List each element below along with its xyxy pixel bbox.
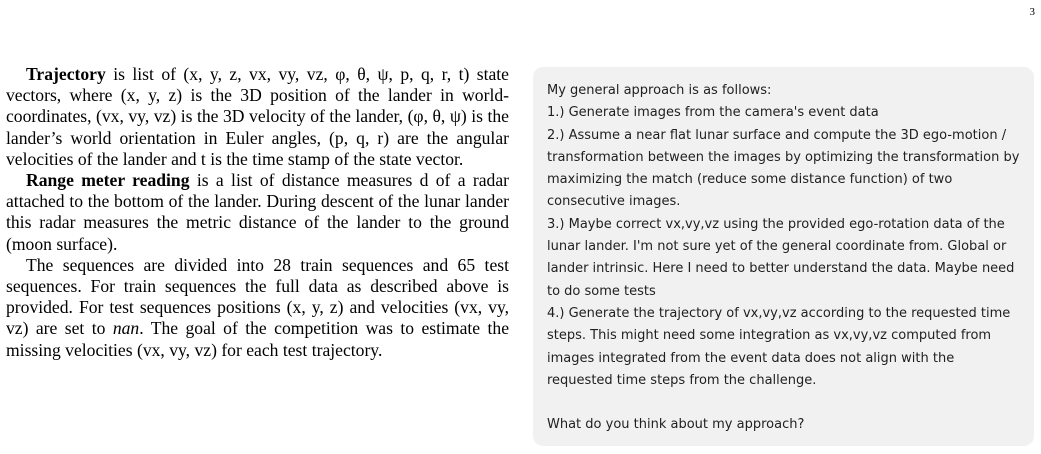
chat-step-1: 1.) Generate images from the camera's event data [547, 105, 879, 121]
trajectory-term: Trajectory [26, 64, 106, 84]
chat-question: What do you think about my approach? [547, 417, 805, 433]
nan-term: nan [112, 318, 140, 339]
range-meter-definition: is a list of distance measures d of a radar attached to the bottom of the lander. During descent of the lunar lander this radar measures the metric distance of the lander to the ground (moon surface). [6, 170, 509, 254]
sequences-text-end: . The goal of the competition was to estimate the missing velocities (vx, vy, vz) for each test trajectory. [6, 318, 510, 360]
paper-text-column [6, 64, 509, 361]
sequences-paragraph [6, 255, 509, 361]
page-number: 3 [1029, 6, 1035, 18]
range-meter-paragraph [6, 170, 509, 255]
range-meter-term: Range meter reading [26, 170, 190, 191]
chat-intro: My general approach is as follows: [547, 83, 772, 98]
chat-message-bubble [533, 67, 1034, 446]
sequences-text-start: The sequences are divided into 28 train sequences and 65 test sequences. For train sequences the full data as described above is provided. For test sequences positions (x, y, z) and velocities (vx, vy, vz) are set to [6, 254, 509, 339]
trajectory-paragraph [6, 64, 509, 170]
chat-step-4: 4.) Generate the trajectory of vx,vy,vz according to the requested time steps. This might need some integration as vx,vy,vz computed from images integrated from the event data does not align with the requested time steps from the challenge. [547, 305, 1011, 388]
chat-step-3: 3.) Maybe correct vx,vy,vz using the provided ego-rotation data of the lunar lander. I'm not sure yet of the general coordinate from. Global or lander intrinsic. Here I need to better understand the data. Maybe need to do some tests [547, 216, 1015, 299]
chat-step-2: 2.) Assume a near flat lunar surface and compute the 3D ego-motion / transformation between the images by optimizing the transformation by maximizing the match (reduce some distance function) of two consecutive images. [547, 127, 1020, 210]
chat-spacer [547, 392, 1020, 414]
trajectory-definition: is list of (x, y, z, vx, vy, vz, φ, θ, ψ, p, q, r, t) state vectors, where (x, y, z) is the 3D position of the lander in world-coordinates, (vx, vy, vz) is the 3D velocity of the lander, (φ, θ, ψ) is the lander’s world orientation in Euler angles, (p, q, r) are the angular velocities of the lander and t is the time stamp of the state vector. [6, 64, 509, 169]
